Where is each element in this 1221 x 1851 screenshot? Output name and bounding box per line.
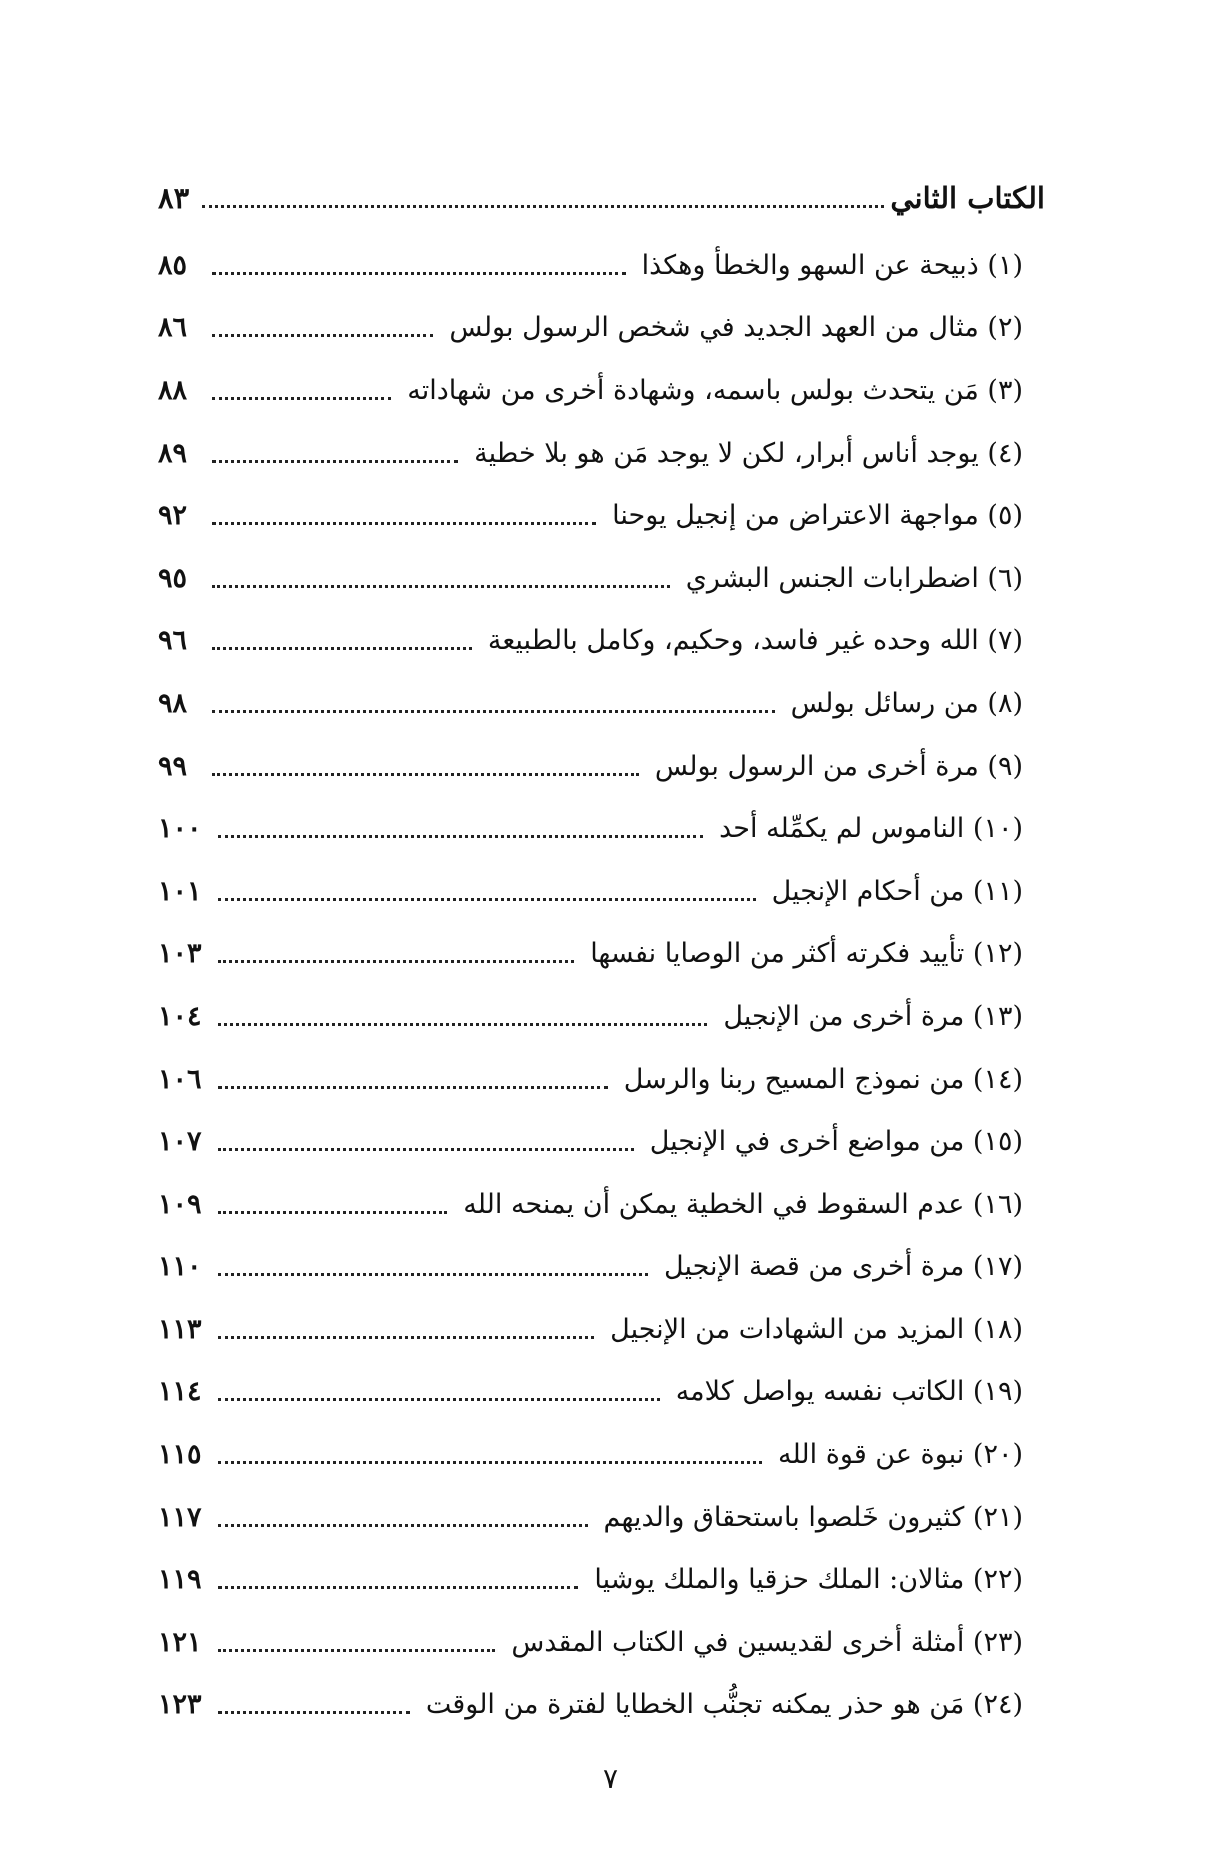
toc-entry-title: (٣) مَن يتحدث بولس باسمه، وشهادة أخرى من شهاداته (407, 374, 1023, 406)
toc-entry (158, 610, 1045, 673)
toc-entry-title: (١٩) الكاتب نفسه يواصل كلامه (675, 1376, 1023, 1408)
dot-leader (212, 773, 639, 776)
toc-entry-page: ٩٢ (158, 500, 188, 532)
toc-entry (158, 422, 1045, 485)
dot-leader (218, 1023, 708, 1026)
toc-entry-title: (٩) مرة أخرى من الرسول بولس (654, 750, 1023, 782)
toc-entry-title: (١٥) من مواضع أخرى في الإنجيل (649, 1126, 1023, 1158)
toc-entry-title: (٢١) كثيرون خَلصوا باستحقاق والديهم (603, 1501, 1023, 1533)
toc-entry-page: ١٠٧ (158, 1126, 202, 1158)
toc-heading (158, 167, 1045, 229)
toc-entry (158, 1548, 1045, 1611)
toc-entry (158, 234, 1045, 297)
toc-heading-page: ٨٣ (158, 180, 190, 215)
dot-leader (212, 460, 458, 463)
dot-leader (218, 898, 756, 901)
toc-entry (158, 1361, 1045, 1424)
toc-entry-page: ٩٦ (158, 625, 188, 657)
page-number: ٧ (602, 1762, 619, 1795)
toc-entry (158, 547, 1045, 610)
dot-leader (212, 397, 391, 400)
toc-entry-title: (١٤) من نموذج المسيح ربنا والرسل (623, 1063, 1023, 1095)
dot-leader (218, 1524, 588, 1527)
toc-entry-page: ١٠٤ (158, 1000, 202, 1032)
toc-entry-title: (١٣) مرة أخرى من الإنجيل (723, 1000, 1023, 1032)
toc-entry-title: (١٦) عدم السقوط في الخطية يمكن أن يمنحه الله (463, 1188, 1023, 1220)
toc-entry-page: ١١٥ (158, 1439, 202, 1471)
toc-entry-page: ١١٩ (158, 1564, 202, 1596)
toc-entry (158, 359, 1045, 422)
dot-leader (218, 1273, 648, 1276)
toc-entry-title: (٨) من رسائل بولس (790, 687, 1023, 719)
toc-entry-page: ١١٣ (158, 1313, 202, 1345)
toc-entry-title: (١١) من أحكام الإنجيل (771, 875, 1023, 907)
toc-entry (158, 1423, 1045, 1486)
toc-entry (158, 1611, 1045, 1674)
toc-entry-page: ١٠٦ (158, 1063, 202, 1095)
toc-entry (158, 672, 1045, 735)
toc-entry-title: (١٢) تأييد فكرته أكثر من الوصايا نفسها (590, 938, 1023, 970)
toc-entry (158, 1110, 1045, 1173)
toc-entry-page: ١٠١ (158, 875, 202, 907)
dot-leader (218, 960, 575, 963)
toc-entry-page: ٩٥ (158, 562, 188, 594)
dot-leader (212, 585, 670, 588)
toc-entry-title: (١٧) مرة أخرى من قصة الإنجيل (664, 1251, 1023, 1283)
toc-entry (158, 1674, 1045, 1737)
toc-entry-title: (٢) مثال من العهد الجديد في شخص الرسول بولس (449, 312, 1023, 344)
toc-entry-page: ١١٠ (158, 1251, 202, 1283)
toc-entry (158, 1298, 1045, 1361)
dot-leader (202, 205, 884, 208)
dot-leader (218, 835, 704, 838)
dot-leader (218, 1336, 595, 1339)
toc-entry (158, 985, 1045, 1048)
toc-entry (158, 1048, 1045, 1111)
toc-entry-title: (١) ذبيحة عن السهو والخطأ وهكذا (641, 249, 1023, 281)
dot-leader (212, 647, 472, 650)
dot-leader (212, 710, 775, 713)
toc-entry-page: ١٢١ (158, 1626, 202, 1658)
toc-entry-page: ٨٥ (158, 249, 188, 281)
toc-entry (158, 297, 1045, 360)
toc-entry-title: (٢٣) أمثلة أخرى لقديسين في الكتاب المقدس (511, 1626, 1023, 1658)
dot-leader (212, 272, 626, 275)
dot-leader (218, 1398, 660, 1401)
toc-entry-page: ١٠٠ (158, 813, 202, 845)
toc-entry-page: ٨٨ (158, 374, 188, 406)
dot-leader (218, 1211, 448, 1214)
dot-leader (218, 1649, 496, 1652)
toc-entry-title: (١٨) المزيد من الشهادات من الإنجيل (610, 1313, 1023, 1345)
toc-entry (158, 484, 1045, 547)
dot-leader (218, 1461, 762, 1464)
dot-leader (212, 522, 596, 525)
toc-entry-title: (٢٤) مَن هو حذر يمكنه تجنُّب الخطايا لفترة من الوقت (425, 1689, 1023, 1721)
toc-entry-page: ٨٦ (158, 312, 188, 344)
toc-entry-page: ١٠٩ (158, 1188, 202, 1220)
toc-entry (158, 1236, 1045, 1299)
toc-entry (158, 1486, 1045, 1549)
toc-entry (158, 860, 1045, 923)
dot-leader (218, 1586, 579, 1589)
toc-entry-page: ١١٧ (158, 1501, 202, 1533)
dot-leader (212, 334, 433, 337)
toc-entry-title: (٤) يوجد أناس أبرار، لكن لا يوجد مَن هو بلا خطية (474, 437, 1023, 469)
toc-entry-page: ١٢٣ (158, 1689, 202, 1721)
dot-leader (218, 1711, 410, 1714)
table-of-contents (158, 167, 1045, 1736)
toc-entry-title: (٢٢) مثالان: الملك حزقيا والملك يوشيا (594, 1564, 1023, 1596)
toc-entry-title: (٥) مواجهة الاعتراض من إنجيل يوحنا (612, 500, 1023, 532)
dot-leader (218, 1086, 608, 1089)
dot-leader (218, 1148, 634, 1151)
toc-entry-title: (٢٠) نبوة عن قوة الله (778, 1439, 1023, 1471)
toc-entry-title: (٦) اضطرابات الجنس البشري (685, 562, 1023, 594)
toc-entry-title: (١٠) الناموس لم يكمِّله أحد (719, 813, 1023, 845)
toc-entry-page: ٩٩ (158, 750, 188, 782)
toc-entry-page: ٩٨ (158, 687, 188, 719)
toc-entry (158, 1173, 1045, 1236)
toc-entry-page: ٨٩ (158, 437, 188, 469)
toc-entry (158, 735, 1045, 798)
toc-entry-title: (٧) الله وحده غير فاسد، وحكيم، وكامل بالطبيعة (487, 625, 1023, 657)
toc-entry-page: ١١٤ (158, 1376, 202, 1408)
toc-entry-page: ١٠٣ (158, 938, 202, 970)
toc-entry (158, 797, 1045, 860)
toc-entry (158, 923, 1045, 986)
toc-heading-title: الكتاب الثاني (890, 180, 1045, 215)
